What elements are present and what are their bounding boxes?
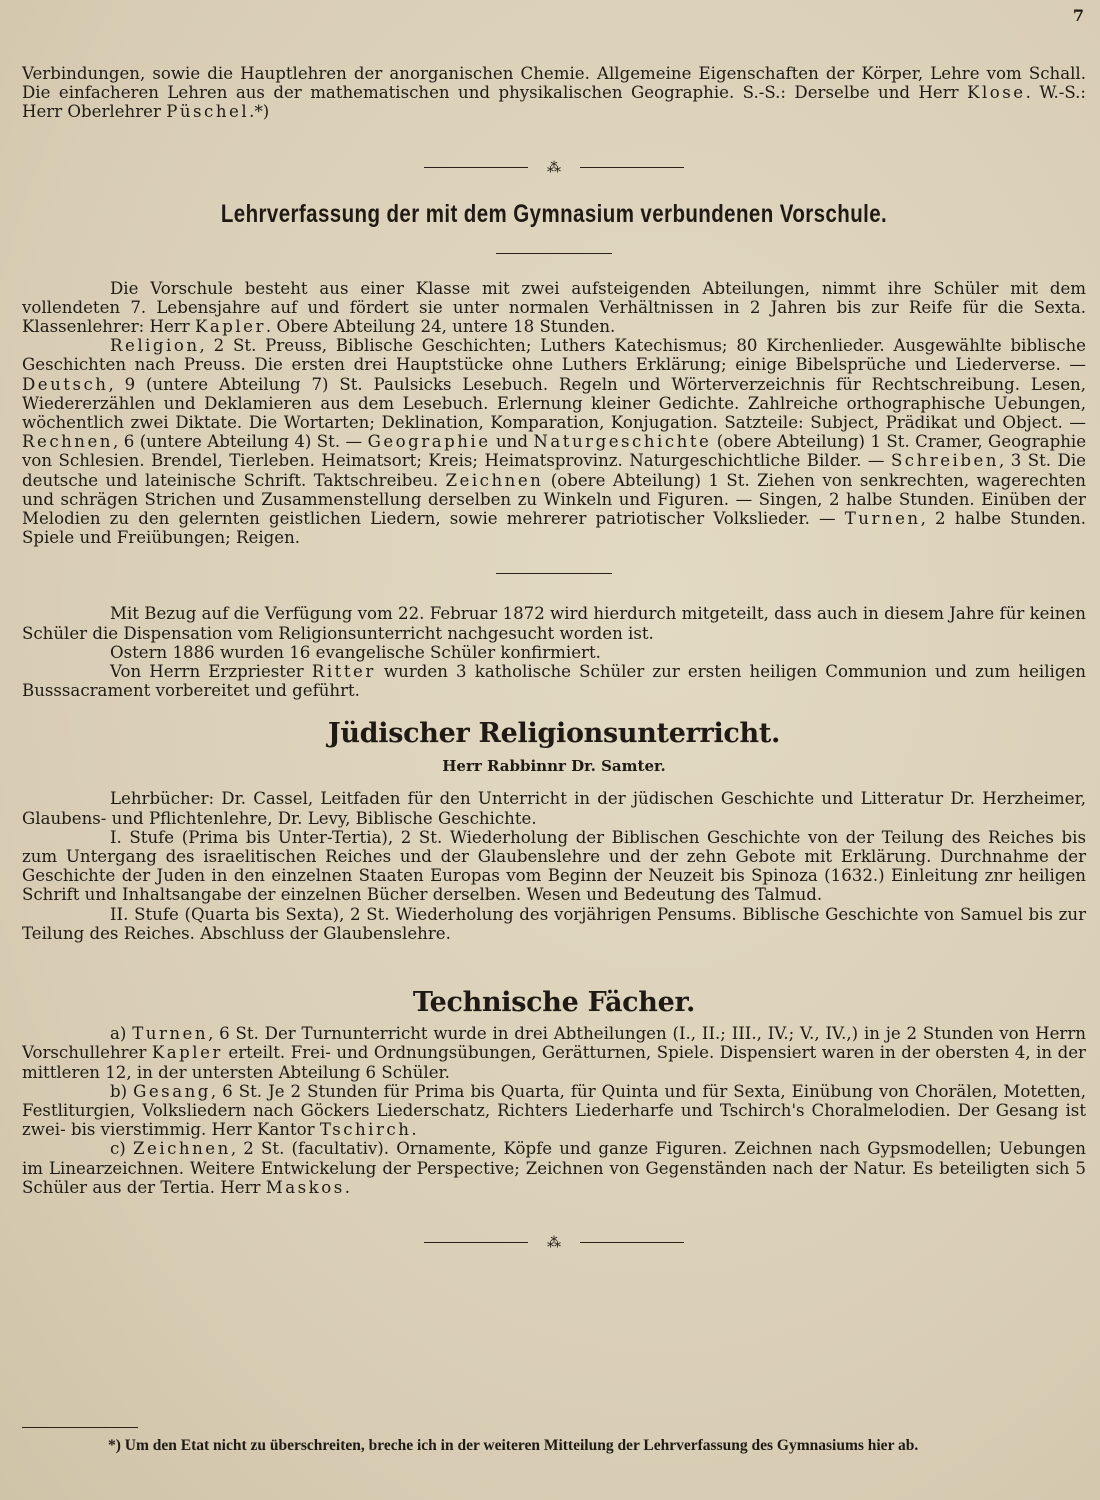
religion-note-paragraph-3: Von Herrn Erzpriester Ritter wurden 3 katholische Schüler zur ersten heiligen Communion und zum heiligen Busssacrament vorbereitet und geführt. — [22, 662, 1086, 701]
ornament-divider — [424, 158, 684, 178]
intro-paragraph: Verbindungen, sowie die Hauptlehren der anorganischen Chemie. Allgemeine Eigenschaften der Körper, Lehre vom Schall. Die einfacheren Lehren aus der mathematischen und physikalischen Geographie. S.-S.: Derselbe und Herr Klose. W.-S.: Herr Oberlehrer Püschel.*) — [22, 64, 1086, 122]
juedisch-paragraph-2: I. Stufe (Prima bis Unter-Tertia), 2 St. Wiederholung der Biblischen Geschichte von der Teilung des Reiches bis zum Untergang des israelitischen Reiches und der Glaubenslehre und der zehn Gebote mit Erklärung. Durchnahme der Geschichte der Juden in den einzelnen Staaten Europas vom Beginn der Neuzeit bis Spinoza (1632.) Einleitung znr heiligen Schrift und Inhaltsangabe der einzelnen Bücher derselben. Wesen und Bedeutung des Talmud. — [22, 827, 1086, 905]
technisch-paragraph-b: b) Gesang, 6 St. Je 2 Stunden für Prima bis Quarta, für Quinta und für Sexta, Einübung von Chorälen, Motetten, Festliturgien, Volksliedern nach Göckers Liederschatz, Richters Liederharfe und Tschirch's Choralmelodien. Der Gesang ist zwei- bis vierstimmig. Herr Kantor Tschirch. — [22, 1081, 1087, 1140]
religion-note-paragraph-1: Mit Bezug auf die Verfügung vom 22. Februar 1872 wird hierdurch mitgeteilt, dass auch in diesem Jahre für keinen Schüler die Dispensation vom Religionsunterricht nachgesucht worden ist. — [22, 604, 1086, 643]
section-title-vorschule: Lehrverfassung der mit dem Gymnasium verbundenen Vorschule. — [220, 199, 888, 228]
vorschule-paragraph-2: Religion, 2 St. Preuss, Biblische Geschichten; Luthers Katechismus; 80 Kirchenlieder. Ausgewählte biblische Geschichten nach Preuss. Die ersten drei Hauptstücke ohne Luthers Erklärung; einige Bibelsprüche und Liederverse. — Deutsch, 9 (untere Abteilung 7) St. Paulsicks Lesebuch. Regeln und Wörterverzeichnis für Rechtschreibung. Lesen, Wiedererzählen und Deklamieren aus dem Lesebuch. Erlernung kleiner Gedichte. Zahlreiche orthographische Uebungen, wöchentlich zwei Diktate. Die Wortarten; Deklination, Komparation, Konjugation. Satzteile: Subject, Prädikat und Object. — Rechnen, 6 (untere Abteilung 4) St. — Geographie und Naturgeschichte (obere Abteilung) 1 St. Cramer, Geographie von Schlesien. Brendel, Tierleben. Heimatsort; Kreis; Heimatsprovinz. Naturgeschichtliche Bilder. — Schreiben, 3 St. Die deutsche und lateinische Schrift. Taktschreibeu. Zeichnen (obere Abteilung) 1 St. Ziehen von senkrechten, wagerechten und schrägen Strichen und Zusammenstellung derselben zu Winkeln und Figuren. — Singen, 2 halbe Stunden. Einüben der Melodien zu den gelernten geistlichen Liedern, sowie mehrerer patriotischer Volkslieder. — Turnen, 2 halbe Stunden. Spiele und Freiübungen; Reigen. — [22, 336, 1087, 548]
section-title-technisch: Technische Fächer. — [412, 987, 696, 1019]
ornament-icon: ⁂ — [547, 1234, 561, 1251]
technisch-section — [22, 1024, 1086, 1197]
section-title-juedisch: Jüdischer Religionsunterricht. — [327, 718, 781, 750]
ornament-divider — [424, 1233, 684, 1253]
vorschule-paragraph-1: Die Vorschule besteht aus einer Klasse mit zwei aufsteigenden Abteilungen, nimmt ihre Schüler mit dem vollendeten 7. Lebensjahre auf und fördert sie unter normalen Verhältnissen in 2 Jahren bis zur Reife für die Sexta. Klassenlehrer: Herr Kapler. Obere Abteilung 24, untere 18 Stunden. — [22, 278, 1086, 337]
ornament-icon: ⁂ — [547, 159, 561, 176]
footnote-rule — [22, 1427, 138, 1428]
technisch-paragraph-a: a) Turnen, 6 St. Der Turnunterricht wurde in drei Abtheilungen (I., II.; III., IV.; V., IV.,) in je 2 Stunden von Herrn Vorschullehrer Kapler erteilt. Frei- und Ordnungsübungen, Gerätturnen, Spiele. Dispensiert waren in der obersten 4, in der mittleren 12, in der untersten Abteilung 6 Schüler. — [22, 1024, 1086, 1082]
religion-note — [22, 604, 1086, 700]
juedisch-paragraph-1: Lehrbücher: Dr. Cassel, Leitfaden für den Unterricht in der jüdischen Geschichte und Litteratur Dr. Herzheimer, Glaubens- und Pflichtenlehre, Dr. Levy, Biblische Geschichte. — [22, 789, 1086, 828]
technisch-paragraph-c: c) Zeichnen, 2 St. (facultativ). Ornamente, Köpfe und ganze Figuren. Zeichnen nach Gypsmodellen; Uebungen im Linearzeichnen. Weitere Entwickelung der Perspective; Zeichnen von Gegenständen nach der Natur. Es beteiligten sich 5 Schüler aus der Tertia. Herr Maskos. — [22, 1139, 1086, 1197]
vorschule-section — [22, 279, 1086, 548]
section-subtitle-teacher: Herr Rabbinnr Dr. Samter. — [442, 757, 666, 776]
page-number: 7 — [1072, 6, 1084, 25]
religion-note-paragraph-2: Ostern 1886 wurden 16 evangelische Schüler konfirmiert. — [110, 642, 601, 662]
juedisch-section — [22, 789, 1086, 943]
footnote: *) Um den Etat nicht zu überschreiten, breche ich in der weiteren Mitteilung der Lehrverfassung des Gymnasiums hier ab. — [108, 1437, 919, 1454]
juedisch-paragraph-3: II. Stufe (Quarta bis Sexta), 2 St. Wiederholung des vorjährigen Pensums. Biblische Geschichte von Samuel bis zur Teilung des Reiches. Abschluss der Glaubenslehre. — [22, 904, 1086, 943]
short-rule — [496, 573, 612, 574]
page-content — [22, 64, 1086, 1253]
short-rule — [496, 253, 612, 254]
